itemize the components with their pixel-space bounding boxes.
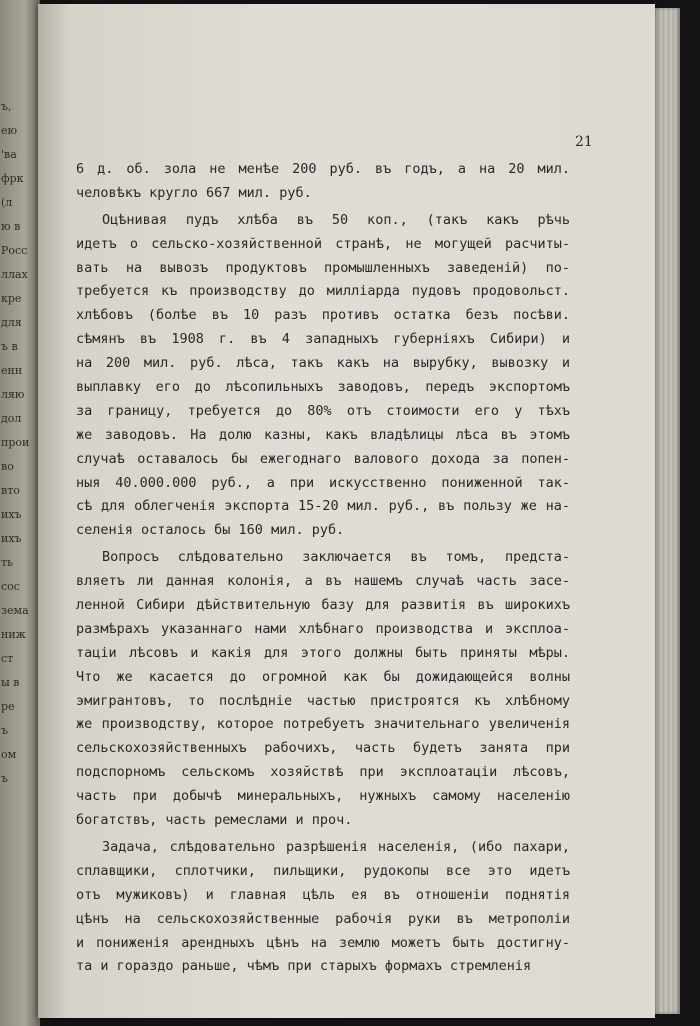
left-page-fragment: вто [1,484,20,497]
left-page-fragment: ъ в [1,340,18,353]
left-page-fragment: ст [1,652,14,665]
text-line: часть при добычѣ минеральныхъ, нужныхъ самому населенію [76,788,570,805]
paragraph [76,546,570,833]
left-page-fragment: ихъ [1,532,22,545]
text-line: 6 д. об. зола не менѣе 200 руб. въ годъ, а на 20 мил. [76,161,570,177]
left-page-fragment: ть [1,556,14,569]
text-line: селенія осталось бы 160 мил. руб. [76,522,345,539]
text-line: идетъ о сельско-хозяйственной странѣ, не могущей расчиты- [76,235,570,252]
text-line: хлѣбовъ (болѣе въ 10 разъ противъ остатка безъ посѣви. [76,307,570,324]
left-page-fragment: фрк [1,172,24,185]
paragraph [76,209,570,543]
text-line: размѣрахъ указаннаго нами хлѣбнаго производства и эксплоа- [76,620,570,637]
left-page-edge [0,0,40,1026]
page-number: 21 [575,134,593,150]
page-edge-sheets [655,8,680,1014]
left-page-fragment: во [1,460,14,473]
text-line: на 200 мил. руб. лѣса, такъ какъ на вырубку, вывозку и [76,355,570,372]
left-page-fragment: ю в [1,220,21,233]
text-line: сельскохозяйственныхъ рабочихъ, часть будетъ занята при [76,740,570,757]
text-line: же производству, которое потребуетъ значительнаго увеличенія [76,716,570,733]
text-line: вляетъ ли данная колонія, а въ нашемъ случаѣ часть засе- [76,573,570,590]
page-body-text [76,158,570,979]
left-page-fragment: зема [1,604,29,617]
text-line: случаѣ оставалось бы ежегоднаго валового дохода за попен- [76,450,570,467]
text-line: та и гораздо раньше, чѣмъ при старыхъ формахъ стремленія [76,958,532,975]
text-line: сплавщики, сплотчики, пильщики, рудокопы все это идетъ [76,862,570,879]
text-line: Оцѣнивая пудъ хлѣба въ 50 коп., (такъ какъ рѣчь [102,211,570,228]
left-page-fragment: ом [1,748,17,761]
book-page [38,4,655,1018]
text-line: за границу, требуется до 80% отъ стоимости его у тѣхъ [76,402,570,419]
text-line: выплавку его до лѣсопильныхъ заводовъ, передъ экспортомъ [76,379,570,396]
text-line: ныя 40.000.000 руб., а при искусственно пониженной так- [76,474,570,491]
left-page-fragment: прои [1,436,30,449]
left-page-fragment: ниж [1,628,26,641]
left-page-fragment: Росс [1,244,28,257]
paragraph [76,836,570,979]
text-line: таціи лѣсовъ и какія для этого должны быть приняты мѣры. [76,644,570,661]
left-page-fragment: ихъ [1,508,22,521]
left-page-fragment: ъ [1,724,8,737]
left-page-fragment: сос [1,580,20,593]
left-page-fragment: ъ, [1,100,12,113]
text-line: богатствъ, часть ремеслами и проч. [76,812,353,829]
text-line: цѣнъ на сельскохозяйственные рабочія руки въ метрополіи [76,910,570,927]
left-page-fragment: (л [1,196,13,209]
left-page-fragment: кре [1,292,22,305]
text-line: подспорномъ сельскомъ хозяйствѣ при эксплоатаціи лѣсовъ, [76,764,570,781]
text-line: отъ мужиковъ) и главная цѣль ея въ отношеніи поднятія [76,886,570,903]
text-line: эмигрантовъ, то послѣдніе частью пристроятся къ хлѣбному [76,692,570,709]
left-page-fragment: енн [1,364,23,377]
text-line: ленной Сибири дѣйствительную базу для развитія въ широкихъ [76,597,570,614]
left-page-fragment: ре [1,700,15,713]
text-line: человѣкъ кругло 667 мил. руб. [76,184,312,201]
text-line: и пониженія арендныхъ цѣнъ на землю можетъ быть достигну- [76,934,570,951]
text-line: Задача, слѣдовательно разрѣшенія населенія, (ибо пахари, [102,838,570,855]
left-page-fragment: ы в [1,676,20,689]
left-page-fragment: 'ва [1,148,17,161]
text-line: требуется къ производству до милліарда пудовъ продовольст. [76,283,570,300]
left-page-fragment: ею [1,124,18,137]
text-line: вать на вывозъ продуктовъ промышленныхъ заведеній) по- [76,259,570,276]
text-line: Что же касается до огромной как бы дожидающейся волны [76,668,570,685]
left-page-fragment: ллах [1,268,28,281]
left-page-fragment: для [1,316,22,329]
text-line: сѣ для облегченія экспорта 15-20 мил. руб., въ пользу же на- [76,498,570,515]
left-page-fragment: дол [1,412,22,425]
left-page-fragment: ляю [1,388,25,401]
text-line: же заводовъ. На долю казны, какъ владѣлицы лѣса въ этомъ [76,426,570,443]
paragraph [76,158,570,206]
left-page-fragment: ъ [1,772,8,785]
text-line: сѣмянъ въ 1908 г. въ 4 западныхъ губерніяхъ Сибири) и [76,331,570,348]
text-line: Вопросъ слѣдовательно заключается въ томъ, предста- [102,549,570,566]
